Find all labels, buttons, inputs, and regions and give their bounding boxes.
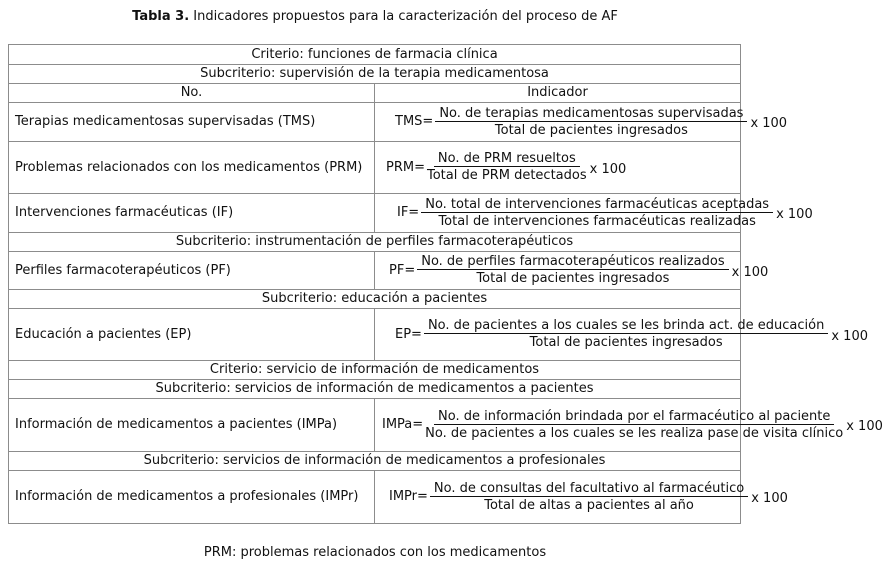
formula-symbol: IF= [397, 205, 420, 220]
formula-numerator: No. de perfiles farmacoterapéuticos realizados [417, 254, 728, 270]
indicator-formula-cell [375, 194, 813, 233]
subcriterion-cell: Subcriterio: servicios de información de medicamentos a profesionales [9, 452, 741, 471]
indicator-name: Perfiles farmacoterapéuticos (PF) [9, 252, 375, 290]
subcriterion-row [9, 380, 741, 399]
indicator-formula-cell [375, 309, 868, 361]
indicator-name: Información de medicamentos a pacientes (IMPa) [9, 399, 375, 452]
formula-symbol: TMS= [395, 114, 434, 129]
formula-fraction [425, 409, 843, 442]
column-header-indicador: Indicador [375, 84, 741, 103]
formula-multiplier: x 100 [731, 264, 769, 280]
indicator-formula-cell [375, 142, 741, 194]
indicators-table [8, 44, 883, 524]
formula-multiplier: x 100 [846, 419, 883, 434]
formula-symbol: EP= [395, 326, 422, 342]
subcriterion-cell: Subcriterio: educación a pacientes [9, 290, 741, 309]
formula-fraction [417, 254, 728, 287]
formula-multiplier: x 100 [831, 328, 868, 344]
caption-text: Indicadores propuestos para la caracterización del proceso de AF [189, 9, 618, 24]
formula-denominator: Total de pacientes ingresados [476, 271, 670, 286]
formula-denominator: Total de intervenciones farmacéuticas realizadas [438, 213, 756, 229]
formula-numerator: No. de consultas del facultativo al farmacéutico [430, 481, 748, 497]
criterion-row [9, 361, 741, 380]
subcriterion-row [9, 233, 741, 252]
caption-label: Tabla 3. [132, 9, 190, 24]
formula-symbol: PRM= [386, 159, 425, 175]
formula-fraction [427, 151, 587, 184]
subcriterion-cell: Subcriterio: servicios de información de medicamentos a pacientes [9, 380, 741, 399]
formula-multiplier: x 100 [589, 161, 627, 177]
formula-multiplier: x 100 [751, 491, 788, 506]
table-caption [0, 9, 750, 24]
formula-fraction [421, 197, 773, 230]
subcriterion-cell: Subcriterio: instrumentación de perfiles farmacoterapéuticos [9, 233, 741, 252]
formula-denominator: Total de altas a pacientes al año [484, 497, 694, 513]
indicator-name: Problemas relacionados con los medicamentos (PRM) [9, 142, 375, 194]
table-footnote: PRM: problemas relacionados con los medicamentos [203, 545, 547, 560]
formula-fraction [424, 318, 828, 351]
formula-denominator: Total de PRM detectados [426, 168, 587, 183]
formula-denominator: No. de pacientes a los cuales se les realiza pase de visita clínico [425, 425, 844, 441]
table-row [9, 252, 741, 290]
formula-symbol: IMPr= [389, 489, 428, 504]
subcriterion-row [9, 290, 741, 309]
formula-numerator: No. total de intervenciones farmacéuticas aceptadas [421, 197, 773, 213]
criterion-cell: Criterio: servicio de información de medicamentos [9, 361, 741, 380]
indicator-name: Información de medicamentos a profesionales (IMPr) [9, 471, 375, 524]
formula-numerator: No. de terapias medicamentosas supervisadas [435, 106, 747, 122]
criterion-row [9, 45, 741, 65]
table-row [9, 142, 741, 194]
indicator-name: Intervenciones farmacéuticas (IF) [9, 194, 375, 233]
table-row [9, 309, 741, 361]
subcriterion-cell: Subcriterio: supervisión de la terapia medicamentosa [9, 65, 741, 84]
indicator-name: Terapias medicamentosas supervisadas (TMS) [9, 103, 375, 142]
table-row [9, 471, 741, 524]
formula-multiplier: x 100 [776, 207, 813, 222]
column-header-no: No. [9, 84, 375, 103]
table-row [9, 194, 741, 233]
subcriterion-row [9, 65, 741, 84]
formula-symbol: PF= [389, 262, 416, 278]
indicator-formula-cell [375, 471, 788, 524]
indicator-formula-cell [375, 252, 769, 290]
indicator-formula-cell [375, 399, 883, 452]
formula-numerator: No. de información brindada por el farmacéutico al paciente [434, 409, 834, 425]
table-row [9, 399, 741, 452]
indicator-name: Educación a pacientes (EP) [9, 309, 375, 361]
formula-numerator: No. de pacientes a los cuales se les brinda act. de educación [424, 318, 828, 334]
subcriterion-row [9, 452, 741, 471]
formula-denominator: Total de pacientes ingresados [529, 335, 723, 350]
formula-multiplier: x 100 [750, 116, 788, 131]
criterion-cell: Criterio: funciones de farmacia clínica [9, 45, 741, 65]
formula-numerator: No. de PRM resueltos [434, 151, 580, 167]
formula-fraction [435, 106, 747, 139]
formula-denominator: Total de pacientes ingresados [494, 122, 688, 138]
table-row [9, 103, 741, 142]
formula-symbol: IMPa= [382, 417, 424, 432]
indicator-formula-cell [375, 103, 788, 142]
header-row [9, 84, 741, 103]
formula-fraction [430, 481, 748, 514]
